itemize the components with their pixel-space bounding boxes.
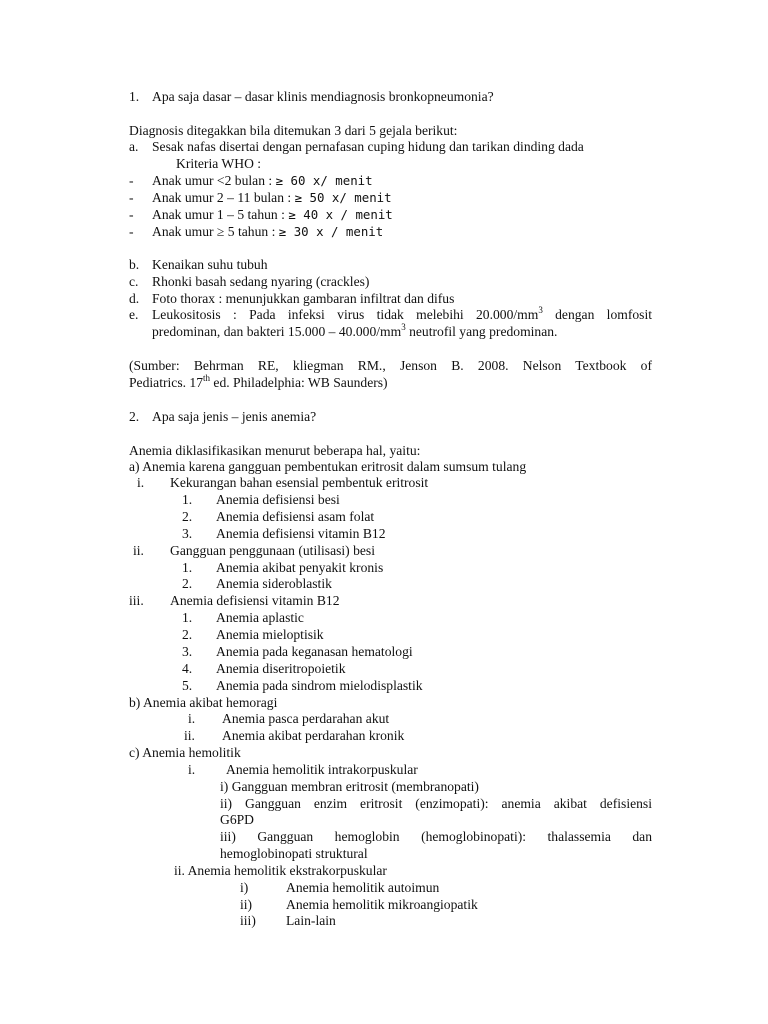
list-item-num: 4. bbox=[182, 661, 193, 676]
list-item-num: 1. bbox=[182, 610, 193, 625]
who-item-value: ≥ 60 x/ menit bbox=[275, 173, 373, 188]
list-item: Anemia sideroblastik bbox=[216, 576, 332, 591]
q2-a-ii-num: ii. bbox=[133, 543, 144, 558]
who-item-label: Anak umur ≥ 5 tahun : ≥ 30 x / menit bbox=[152, 224, 384, 239]
list-item-num: ii. bbox=[184, 728, 195, 743]
q1-c-marker: c. bbox=[129, 274, 139, 289]
who-item-dash: - bbox=[129, 190, 134, 205]
who-item-dash: - bbox=[129, 224, 134, 239]
q2-c-i-text: Anemia hemolitik intrakorpuskular bbox=[226, 762, 418, 777]
list-item: Anemia aplastic bbox=[216, 610, 304, 625]
list-item-num: 1. bbox=[182, 492, 193, 507]
q1-b-marker: b. bbox=[129, 257, 140, 272]
q1-number: 1. bbox=[129, 89, 140, 104]
q2-a-iii-text: Anemia defisiensi vitamin B12 bbox=[170, 593, 340, 608]
q2-c-heading: c) Anemia hemolitik bbox=[129, 745, 241, 760]
q1-e-line2: predominan, dan bakteri $15.000 - 40.000/mm^3$ neutrofil yang predominan. bbox=[152, 322, 558, 339]
q2-c-i-2-line2: G6PD bbox=[220, 812, 254, 827]
q2-c-ii-heading: ii. Anemia hemolitik ekstrakorpuskular bbox=[174, 863, 387, 878]
who-criteria-label: Kriteria WHO : bbox=[176, 156, 262, 171]
q2-a-heading: a) Anemia karena gangguan pembentukan eritrosit dalam sumsum tulang bbox=[129, 459, 527, 474]
list-item: Anemia defisiensi vitamin B12 bbox=[216, 526, 386, 541]
who-item-label: Anak umur 1 – 5 tahun : ≥ 40 x / menit bbox=[152, 207, 393, 222]
list-item-num: i. bbox=[188, 711, 196, 726]
q1-intro: Diagnosis ditegakkan bila ditemukan 3 dari 5 gejala berikut: bbox=[129, 123, 458, 138]
q1-d-text: Foto thorax : menunjukkan gambaran infiltrat dan difus bbox=[152, 291, 455, 306]
list-item: Anemia mieloptisik bbox=[216, 627, 324, 642]
list-item-num: iii) bbox=[240, 913, 256, 928]
list-item: Anemia pada sindrom mielodisplastik bbox=[216, 678, 423, 693]
list-item: Anemia pada keganasan hematologi bbox=[216, 644, 413, 659]
q1-source-line2: Pediatrics. 17th ed. Philadelphia: WB Saunders) bbox=[129, 373, 388, 390]
q1-e-marker: e. bbox=[129, 307, 139, 322]
q2-number: 2. bbox=[129, 409, 140, 424]
who-item-value: ≥ 50 x/ menit bbox=[294, 190, 392, 205]
q2-b-heading: b) Anemia akibat hemoragi bbox=[129, 695, 278, 710]
q2-c-i-1: i) Gangguan membran eritrosit (membranopati) bbox=[220, 779, 479, 794]
list-item-num: ii) bbox=[240, 897, 253, 912]
list-item: Lain-lain bbox=[286, 913, 336, 928]
q1-a-text: Sesak nafas disertai dengan pernafasan cuping hidung dan tarikan dinding dada bbox=[152, 139, 584, 154]
list-item: Anemia diseritropoietik bbox=[216, 661, 346, 676]
q1-e-line1: Leukositosis : Pada infeksi virus tidak melebihi $20.000/mm^3$ dengan lomfosit bbox=[152, 305, 652, 322]
list-item-num: 5. bbox=[182, 678, 193, 693]
q2-c-i-3-line2: hemoglobinopati struktural bbox=[220, 846, 368, 861]
q1-c-text: Rhonki basah sedang nyaring (crackles) bbox=[152, 274, 370, 289]
who-item-value: ≥ 40 x / menit bbox=[288, 207, 393, 222]
list-item: Anemia akibat perdarahan kronik bbox=[222, 728, 405, 743]
list-item-num: 2. bbox=[182, 627, 193, 642]
who-item-label: Anak umur <2 bulan : ≥ 60 x/ menit bbox=[152, 173, 373, 188]
list-item: Anemia defisiensi asam folat bbox=[216, 509, 375, 524]
q2-a-i-num: i. bbox=[137, 475, 145, 490]
who-item-dash: - bbox=[129, 173, 134, 188]
q2-c-i-num: i. bbox=[188, 762, 196, 777]
who-item-value: ≥ 30 x / menit bbox=[278, 224, 384, 239]
list-item-num: 3. bbox=[182, 526, 193, 541]
list-item-num: 2. bbox=[182, 509, 193, 524]
q2-a-iii-num: iii. bbox=[129, 593, 144, 608]
q1-a-marker: a. bbox=[129, 139, 139, 154]
list-item: Anemia hemolitik autoimun bbox=[286, 880, 440, 895]
q1-d-marker: d. bbox=[129, 291, 140, 306]
q1-question: Apa saja dasar – dasar klinis mendiagnosis bronkopneumonia? bbox=[152, 89, 494, 104]
list-item: Anemia pasca perdarahan akut bbox=[222, 711, 390, 726]
who-item-label: Anak umur 2 – 11 bulan : ≥ 50 x/ menit bbox=[152, 190, 392, 205]
list-item-num: 2. bbox=[182, 576, 193, 591]
list-item-num: 1. bbox=[182, 560, 193, 575]
q2-question: Apa saja jenis – jenis anemia? bbox=[152, 409, 317, 424]
list-item-num: i) bbox=[240, 880, 249, 895]
q2-a-i-text: Kekurangan bahan esensial pembentuk eritrosit bbox=[170, 475, 429, 490]
who-item-dash: - bbox=[129, 207, 134, 222]
list-item: Anemia defisiensi besi bbox=[216, 492, 340, 507]
list-item: Anemia hemolitik mikroangiopatik bbox=[286, 897, 478, 912]
q2-c-i-2-line1: ii) Gangguan enzim eritrosit (enzimopati): anemia akibat defisiensi bbox=[220, 796, 652, 811]
q1-b-text: Kenaikan suhu tubuh bbox=[152, 257, 268, 272]
list-item: Anemia akibat penyakit kronis bbox=[216, 560, 384, 575]
q2-c-i-3-line1: iii) Gangguan hemoglobin (hemoglobinopati): thalassemia dan bbox=[220, 829, 652, 844]
q2-intro: Anemia diklasifikasikan menurut beberapa hal, yaitu: bbox=[129, 443, 421, 458]
q2-a-ii-text: Gangguan penggunaan (utilisasi) besi bbox=[170, 543, 375, 558]
list-item-num: 3. bbox=[182, 644, 193, 659]
q1-source-line1: (Sumber: Behrman RE, kliegman RM., Jenson B. 2008. Nelson Textbook of bbox=[129, 358, 652, 373]
